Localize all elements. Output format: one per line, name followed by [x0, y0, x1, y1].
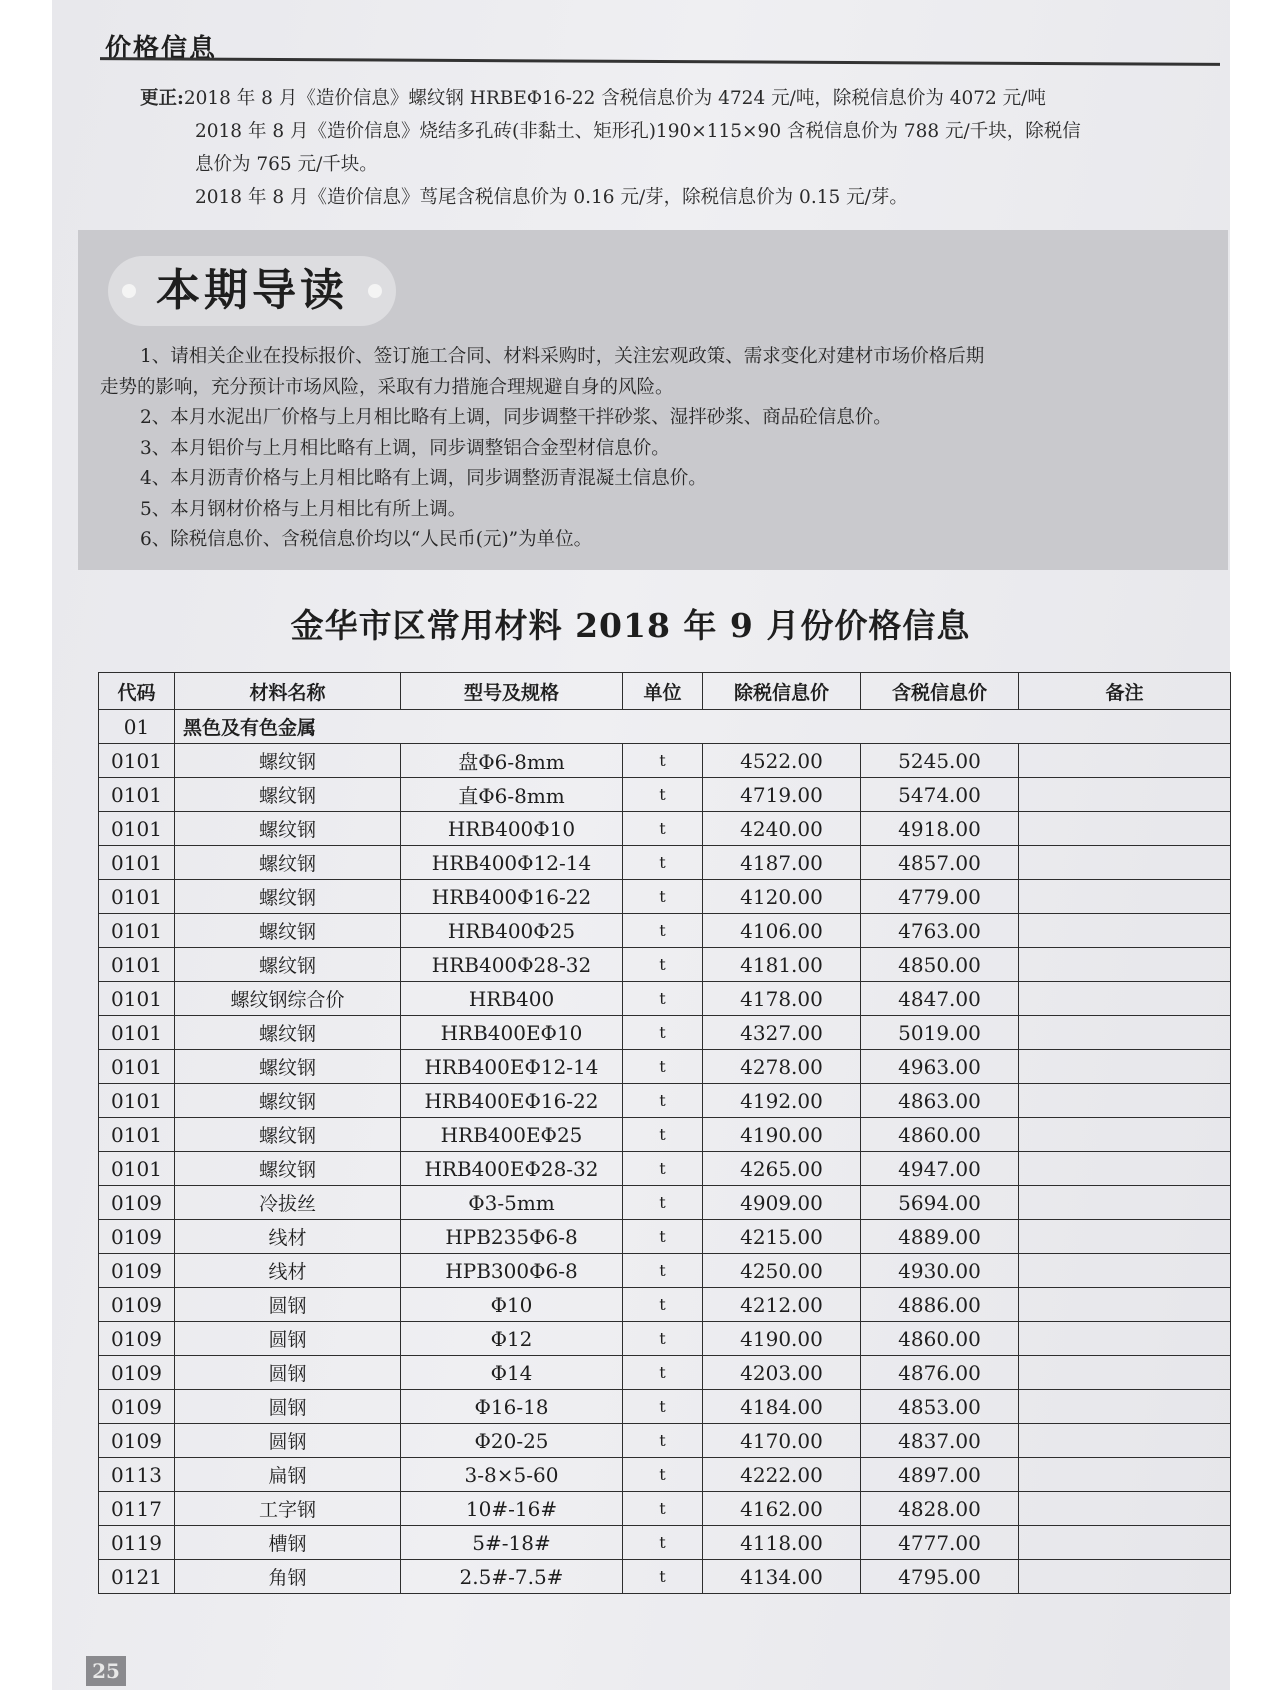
cell-remark: [1019, 948, 1231, 982]
cell-unit: t: [623, 1288, 703, 1322]
cell-remark: [1019, 812, 1231, 846]
cell-unit: t: [623, 1492, 703, 1526]
cell-price-ex-tax: 4203.00: [703, 1356, 861, 1390]
cell-code: 0101: [99, 948, 175, 982]
cell-price-ex-tax: 4181.00: [703, 948, 861, 982]
cell-code: 0101: [99, 1084, 175, 1118]
table-row: [99, 1186, 1231, 1220]
intro-item: 2、本月水泥出厂价格与上月相比略有上调，同步调整干拌砂浆、湿拌砂浆、商品砼信息价。: [140, 407, 892, 428]
cell-material-name: 螺纹钢: [175, 880, 401, 914]
cell-spec: Φ14: [401, 1356, 623, 1390]
cell-spec: 10#-16#: [401, 1492, 623, 1526]
cell-price-inc-tax: 4963.00: [861, 1050, 1019, 1084]
cell-spec: HRB400EΦ25: [401, 1118, 623, 1152]
cell-unit: t: [623, 1322, 703, 1356]
cell-price-ex-tax: 4215.00: [703, 1220, 861, 1254]
cell-remark: [1019, 1458, 1231, 1492]
table-row: [99, 846, 1231, 880]
col-header-price-inc-tax: 含税信息价: [861, 673, 1019, 710]
cell-price-inc-tax: 4850.00: [861, 948, 1019, 982]
cell-price-inc-tax: 5474.00: [861, 778, 1019, 812]
table-row: [99, 744, 1231, 778]
cell-code: 0101: [99, 880, 175, 914]
cell-spec: 5#-18#: [401, 1526, 623, 1560]
cell-price-inc-tax: 4897.00: [861, 1458, 1019, 1492]
table-row: [99, 1526, 1231, 1560]
cell-code: 0101: [99, 846, 175, 880]
cell-code: 0109: [99, 1254, 175, 1288]
page-number: 25: [86, 1656, 126, 1686]
cell-unit: t: [623, 1356, 703, 1390]
cell-spec: HRB400: [401, 982, 623, 1016]
cell-price-inc-tax: 4886.00: [861, 1288, 1019, 1322]
table-row: [99, 1458, 1231, 1492]
cell-price-inc-tax: 5694.00: [861, 1186, 1019, 1220]
table-row: [99, 1118, 1231, 1152]
table-row: [99, 1390, 1231, 1424]
cell-price-ex-tax: 4178.00: [703, 982, 861, 1016]
cell-code: 0109: [99, 1322, 175, 1356]
cell-price-inc-tax: 4853.00: [861, 1390, 1019, 1424]
table-row: [99, 1322, 1231, 1356]
table-title: 金华市区常用材料 2018 年 9 月份价格信息: [290, 606, 971, 645]
cell-material-name: 螺纹钢: [175, 846, 401, 880]
cell-price-inc-tax: 4795.00: [861, 1560, 1019, 1594]
table-header-row: [99, 673, 1231, 710]
col-header-spec: 型号及规格: [401, 673, 623, 710]
corrections-block: [140, 82, 1220, 214]
cell-remark: [1019, 1288, 1231, 1322]
cell-price-ex-tax: 4184.00: [703, 1390, 861, 1424]
cell-price-ex-tax: 4719.00: [703, 778, 861, 812]
cell-remark: [1019, 1322, 1231, 1356]
cell-remark: [1019, 1560, 1231, 1594]
cell-price-ex-tax: 4170.00: [703, 1424, 861, 1458]
cell-spec: Φ20-25: [401, 1424, 623, 1458]
cell-price-ex-tax: 4212.00: [703, 1288, 861, 1322]
col-header-name: 材料名称: [175, 673, 401, 710]
cell-spec: 3-8×5-60: [401, 1458, 623, 1492]
cell-remark: [1019, 1526, 1231, 1560]
col-header-price-ex-tax: 除税信息价: [703, 673, 861, 710]
cell-price-inc-tax: 4779.00: [861, 880, 1019, 914]
cell-price-inc-tax: 4847.00: [861, 982, 1019, 1016]
category-name: 黑色及有色金属: [175, 710, 1231, 744]
table-row: [99, 1084, 1231, 1118]
cell-price-inc-tax: 4876.00: [861, 1356, 1019, 1390]
cell-spec: HRB400EΦ12-14: [401, 1050, 623, 1084]
table-row: [99, 1050, 1231, 1084]
cell-unit: t: [623, 1254, 703, 1288]
intro-item: 5、本月钢材价格与上月相比有所上调。: [140, 498, 467, 520]
cell-unit: t: [623, 914, 703, 948]
table-row: [99, 1152, 1231, 1186]
cell-code: 0113: [99, 1458, 175, 1492]
cell-spec: HRB400EΦ28-32: [401, 1152, 623, 1186]
cell-unit: t: [623, 846, 703, 880]
cell-unit: t: [623, 812, 703, 846]
cell-code: 0119: [99, 1526, 175, 1560]
cell-remark: [1019, 1390, 1231, 1424]
cell-remark: [1019, 1118, 1231, 1152]
cell-remark: [1019, 846, 1231, 880]
category-row: [99, 710, 1231, 744]
cell-price-ex-tax: 4265.00: [703, 1152, 861, 1186]
cell-material-name: 圆钢: [175, 1288, 401, 1322]
intro-item: 1、请相关企业在投标报价、签订施工合同、材料采购时，关注宏观政策、需求变化对建材市场价格后期: [140, 346, 985, 367]
cell-code: 0117: [99, 1492, 175, 1526]
cell-spec: HRB400Φ16-22: [401, 880, 623, 914]
cell-unit: t: [623, 1050, 703, 1084]
cell-code: 0121: [99, 1560, 175, 1594]
cell-spec: 直Φ6-8mm: [401, 778, 623, 812]
cell-price-inc-tax: 4837.00: [861, 1424, 1019, 1458]
cell-unit: t: [623, 1016, 703, 1050]
cell-spec: HPB300Φ6-8: [401, 1254, 623, 1288]
cell-material-name: 螺纹钢: [175, 1152, 401, 1186]
table-row: [99, 1356, 1231, 1390]
cell-material-name: 圆钢: [175, 1390, 401, 1424]
table-row: [99, 1254, 1231, 1288]
cell-code: 0109: [99, 1288, 175, 1322]
cell-material-name: 螺纹钢: [175, 1016, 401, 1050]
section-label: 价格信息: [105, 34, 218, 64]
cell-unit: t: [623, 1084, 703, 1118]
cell-spec: Φ3-5mm: [401, 1186, 623, 1220]
cell-spec: HRB400Φ25: [401, 914, 623, 948]
intro-item: 走势的影响，充分预计市场风险，采取有力措施合理规避自身的风险。: [100, 376, 674, 398]
cell-remark: [1019, 1016, 1231, 1050]
cell-price-inc-tax: 4857.00: [861, 846, 1019, 880]
cell-material-name: 冷拔丝: [175, 1186, 401, 1220]
cell-unit: t: [623, 1560, 703, 1594]
cell-remark: [1019, 1050, 1231, 1084]
cell-spec: HRB400EΦ10: [401, 1016, 623, 1050]
cell-price-inc-tax: 4860.00: [861, 1322, 1019, 1356]
correction-line: 2018 年 8 月《造价信息》茑尾含税信息价为 0.16 元/芽，除税信息价为 0.15 元/芽。: [195, 187, 908, 208]
cell-price-ex-tax: 4162.00: [703, 1492, 861, 1526]
cell-unit: t: [623, 1152, 703, 1186]
cell-material-name: 螺纹钢: [175, 744, 401, 778]
table-row: [99, 1220, 1231, 1254]
table-row: [99, 1288, 1231, 1322]
cell-code: 0101: [99, 1152, 175, 1186]
table-body: [99, 710, 1231, 1594]
correction-line: 息价为 765 元/千块。: [195, 154, 378, 175]
intro-list: [100, 342, 1215, 556]
cell-unit: t: [623, 948, 703, 982]
table-row: [99, 914, 1231, 948]
cell-remark: [1019, 1356, 1231, 1390]
intro-title: 本期导读: [156, 265, 348, 316]
cell-price-ex-tax: 4120.00: [703, 880, 861, 914]
cell-material-name: 圆钢: [175, 1424, 401, 1458]
bullet-dot-icon: [368, 284, 382, 298]
cell-code: 0109: [99, 1390, 175, 1424]
cell-price-inc-tax: 4777.00: [861, 1526, 1019, 1560]
cell-remark: [1019, 1152, 1231, 1186]
cell-code: 0101: [99, 1118, 175, 1152]
cell-price-inc-tax: 4918.00: [861, 812, 1019, 846]
cell-price-ex-tax: 4118.00: [703, 1526, 861, 1560]
cell-code: 0101: [99, 812, 175, 846]
cell-spec: HRB400Φ10: [401, 812, 623, 846]
cell-unit: t: [623, 982, 703, 1016]
cell-material-name: 圆钢: [175, 1356, 401, 1390]
price-table: [98, 672, 1231, 1594]
cell-unit: t: [623, 778, 703, 812]
intro-item: 4、本月沥青价格与上月相比略有上调，同步调整沥青混凝土信息价。: [140, 468, 707, 489]
cell-spec: HRB400EΦ16-22: [401, 1084, 623, 1118]
intro-title-pill: [108, 256, 396, 326]
correction-line: [140, 82, 1220, 115]
cell-spec: Φ16-18: [401, 1390, 623, 1424]
cell-price-ex-tax: 4250.00: [703, 1254, 861, 1288]
cell-spec: HPB235Φ6-8: [401, 1220, 623, 1254]
cell-remark: [1019, 982, 1231, 1016]
cell-code: 0109: [99, 1220, 175, 1254]
cell-spec: HRB400Φ12-14: [401, 846, 623, 880]
cell-material-name: 螺纹钢: [175, 778, 401, 812]
cell-spec: 2.5#-7.5#: [401, 1560, 623, 1594]
cell-price-inc-tax: 4930.00: [861, 1254, 1019, 1288]
cell-unit: t: [623, 1220, 703, 1254]
cell-material-name: 螺纹钢: [175, 812, 401, 846]
cell-price-inc-tax: 4863.00: [861, 1084, 1019, 1118]
cell-remark: [1019, 1220, 1231, 1254]
col-header-unit: 单位: [623, 673, 703, 710]
cell-material-name: 线材: [175, 1220, 401, 1254]
cell-remark: [1019, 1424, 1231, 1458]
cell-price-ex-tax: 4106.00: [703, 914, 861, 948]
cell-price-inc-tax: 4889.00: [861, 1220, 1019, 1254]
cell-price-ex-tax: 4222.00: [703, 1458, 861, 1492]
correction-text: 2018 年 8 月《造价信息》螺纹钢 HRBEΦ16-22 含税信息价为 4724 元/吨，除税信息价为 4072 元/吨: [183, 88, 1046, 109]
col-header-remark: 备注: [1019, 673, 1231, 710]
cell-price-inc-tax: 4828.00: [861, 1492, 1019, 1526]
cell-price-ex-tax: 4134.00: [703, 1560, 861, 1594]
cell-material-name: 扁钢: [175, 1458, 401, 1492]
cell-remark: [1019, 1254, 1231, 1288]
cell-code: 0101: [99, 744, 175, 778]
cell-unit: t: [623, 1186, 703, 1220]
table-row: [99, 1016, 1231, 1050]
cell-material-name: 线材: [175, 1254, 401, 1288]
bullet-dot-icon: [122, 284, 136, 298]
cell-material-name: 工字钢: [175, 1492, 401, 1526]
cell-price-ex-tax: 4278.00: [703, 1050, 861, 1084]
cell-code: 0101: [99, 982, 175, 1016]
cell-material-name: 螺纹钢: [175, 914, 401, 948]
cell-price-inc-tax: 5245.00: [861, 744, 1019, 778]
cell-price-ex-tax: 4909.00: [703, 1186, 861, 1220]
cell-material-name: 角钢: [175, 1560, 401, 1594]
cell-material-name: 圆钢: [175, 1322, 401, 1356]
cell-price-inc-tax: 4763.00: [861, 914, 1019, 948]
intro-item: 6、除税信息价、含税信息价均以“人民币(元)”为单位。: [140, 529, 593, 550]
cell-spec: Φ10: [401, 1288, 623, 1322]
cell-unit: t: [623, 880, 703, 914]
cell-code: 0109: [99, 1424, 175, 1458]
cell-unit: t: [623, 1458, 703, 1492]
cell-remark: [1019, 1186, 1231, 1220]
table-row: [99, 1424, 1231, 1458]
cell-unit: t: [623, 1118, 703, 1152]
cell-spec: HRB400Φ28-32: [401, 948, 623, 982]
cell-price-ex-tax: 4522.00: [703, 744, 861, 778]
cell-spec: 盘Φ6-8mm: [401, 744, 623, 778]
correction-line: 2018 年 8 月《造价信息》烧结多孔砖(非黏土、矩形孔)190×115×90 含税信息价为 788 元/千块，除税信: [195, 121, 1081, 142]
cell-price-inc-tax: 5019.00: [861, 1016, 1019, 1050]
cell-remark: [1019, 1084, 1231, 1118]
cell-unit: t: [623, 1424, 703, 1458]
intro-box: [78, 230, 1228, 570]
cell-material-name: 螺纹钢: [175, 948, 401, 982]
table-row: [99, 778, 1231, 812]
cell-price-ex-tax: 4190.00: [703, 1322, 861, 1356]
cell-code: 0101: [99, 778, 175, 812]
cell-remark: [1019, 744, 1231, 778]
cell-remark: [1019, 778, 1231, 812]
cell-price-ex-tax: 4240.00: [703, 812, 861, 846]
cell-material-name: 螺纹钢: [175, 1118, 401, 1152]
cell-remark: [1019, 914, 1231, 948]
table-row: [99, 1492, 1231, 1526]
table-row: [99, 812, 1231, 846]
cell-code: 0109: [99, 1186, 175, 1220]
cell-code: 0101: [99, 914, 175, 948]
cell-price-inc-tax: 4860.00: [861, 1118, 1019, 1152]
col-header-code: 代码: [99, 673, 175, 710]
cell-unit: t: [623, 1526, 703, 1560]
cell-price-ex-tax: 4187.00: [703, 846, 861, 880]
intro-item: 3、本月铝价与上月相比略有上调，同步调整铝合金型材信息价。: [140, 437, 670, 459]
cell-spec: Φ12: [401, 1322, 623, 1356]
cell-material-name: 槽钢: [175, 1526, 401, 1560]
cell-code: 0101: [99, 1016, 175, 1050]
cell-price-ex-tax: 4327.00: [703, 1016, 861, 1050]
table-row: [99, 982, 1231, 1016]
cell-code: 0109: [99, 1356, 175, 1390]
table-row: [99, 880, 1231, 914]
cell-material-name: 螺纹钢: [175, 1084, 401, 1118]
corrections-label: 更正:: [140, 88, 184, 109]
table-row: [99, 1560, 1231, 1594]
cell-remark: [1019, 880, 1231, 914]
cell-price-inc-tax: 4947.00: [861, 1152, 1019, 1186]
table-row: [99, 948, 1231, 982]
cell-unit: t: [623, 744, 703, 778]
category-code: 01: [99, 710, 175, 744]
cell-code: 0101: [99, 1050, 175, 1084]
cell-material-name: 螺纹钢综合价: [175, 982, 401, 1016]
cell-material-name: 螺纹钢: [175, 1050, 401, 1084]
cell-unit: t: [623, 1390, 703, 1424]
cell-remark: [1019, 1492, 1231, 1526]
cell-price-ex-tax: 4190.00: [703, 1118, 861, 1152]
cell-price-ex-tax: 4192.00: [703, 1084, 861, 1118]
